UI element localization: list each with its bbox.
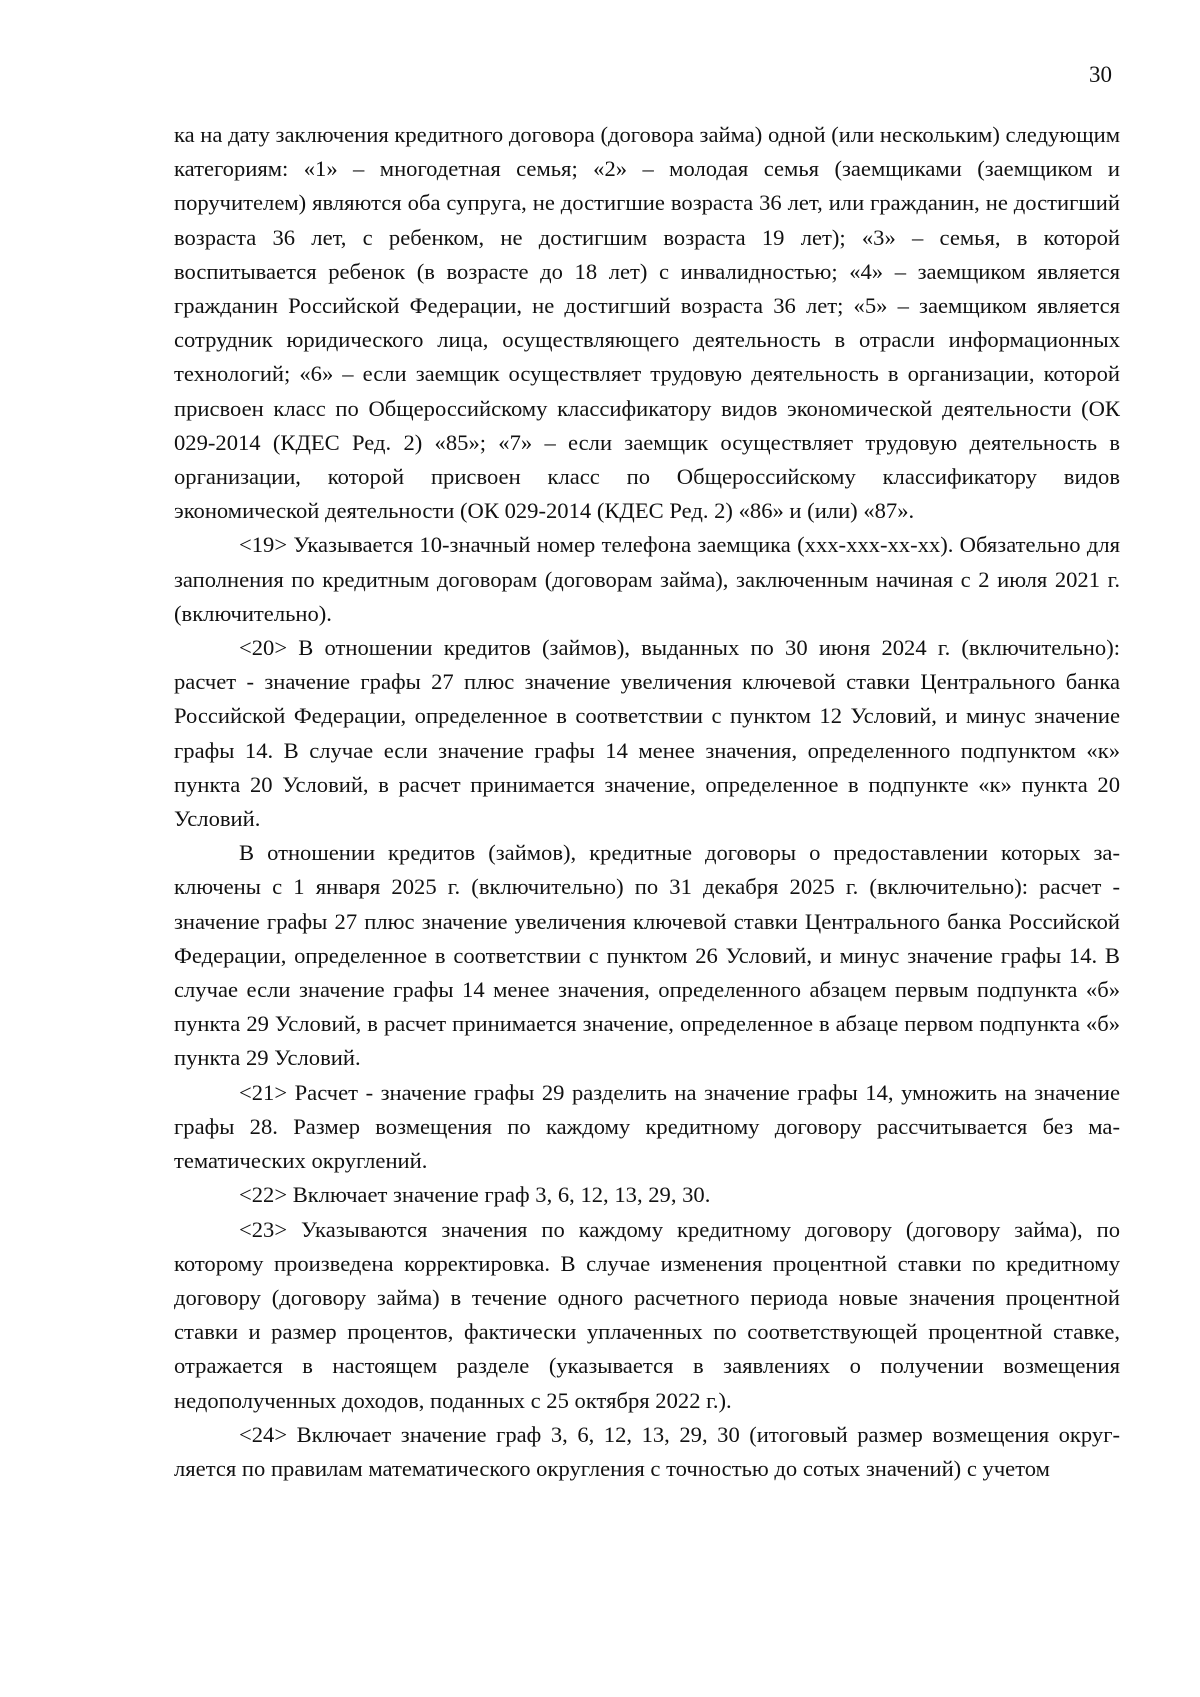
- paragraph-note-24: <24> Включает значение граф 3, 6, 12, 13, 29, 30 (итоговый размер возмещения округляется по правилам математического округления с точностью до сотых значений) с учетом: [174, 1421, 1120, 1481]
- paragraph-note-23: <23> Указываются значения по каждому кредитному договору (договору займа), по которому произведена корректировка. В случае изменения процентной ставки по кредитному договору (договору займа) в течение одного расчетного периода новые значения процентной ставки и размер процентов, фактически уплаченных по соответствующей процентной ставке, отражается в настоящем разделе (указывается в заявлениях о получении возмещения недополученных доходов, поданных с 25 октября 2022 г.).: [174, 1216, 1120, 1413]
- paragraph-note-22: <22> Включает значение граф 3, 6, 12, 13, 29, 30.: [239, 1182, 711, 1208]
- paragraph-note-21: <21> Расчет - значение графы 29 разделить на значение графы 14, умножить на значение графы 28. Размер возмещения по каждому кредитному договору рассчитывается без математических округлений.: [174, 1079, 1120, 1174]
- paragraph-note-20: <20> В отношении кредитов (займов), выданных по 30 июня 2024 г. (включительно): расчет - значение графы 27 плюс значение увеличения ключевой ставки Центрального банка Российской Федерации, определенное в соответствии с пунктом 12 Условий, и минус значение графы 14. В случае если значение графы 14 менее значения, определенного подпунктом «к» пункта 20 Условий, в расчет принимается значение, определенное в подпункте «к» пункта 20 Условий.: [174, 635, 1120, 832]
- paragraph-note-19: <19> Указывается 10-значный номер телефона заемщика (ххх-ххх-хх-хх). Обязательно для заполнения по кредитным договорам (договорам займа), заключенным начиная с 2 июля 2021 г. (включительно).: [174, 532, 1120, 626]
- page-body: [174, 118, 1120, 1486]
- paragraph-categories-continuation: ка на дату заключения кредитного договора (договора займа) одной (или нескольким) следующим категориям: «1» – многодетная семья; «2» – молодая семья (заемщиками (заемщиком и поручителем) являются оба супруга, не достигшие возраста 36 лет, или гражданин, не достигший возраста 36 лет, с ребенком, не достигшим возраста 19 лет); «3» – семья, в которой воспитывается ребенок (в возрасте до 18 лет) с инвалидностью; «4» – заемщиком является гражданин Российской Федерации, не достигший возраста 36 лет; «5» – заемщиком является сотрудник юридического лица, осуществляющего деятельность в отрасли информационных технологий; «6» – если заемщик осуществляет трудовую деятельность в организации, которой присвоен класс по Общероссийскому классификатору видов экономической деятельности (ОК 029-2014 (КДЕС Ред. 2) «85»; «7» – если заемщик осуществляет трудовую деятельность в организации, которой присвоен класс по Общероссийскому классификатору видов экономической деятельности (ОК 029-2014 (КДЕС Ред. 2) «86» и (или) «87».: [174, 122, 1120, 524]
- page-number: 30: [1089, 62, 1112, 87]
- paragraph-note-20-continued: В отношении кредитов (займов), кредитные договоры о предоставлении которых заключены с 1 января 2025 г. (включительно) по 31 декабря 2025 г. (включительно): расчет - значение графы 27 плюс значение увеличения ключевой ставки Центрального банка Российской Федерации, определенное в соответствии с пунктом 26 Условий, и минус значение графы 14. В случае если значение графы 14 менее значения, определенного абзацем первым подпункта «б» пункта 29 Условий, в расчет принимается значение, определенное в абзаце первом подпункта «б» пункта 29 Условий.: [174, 840, 1120, 1071]
